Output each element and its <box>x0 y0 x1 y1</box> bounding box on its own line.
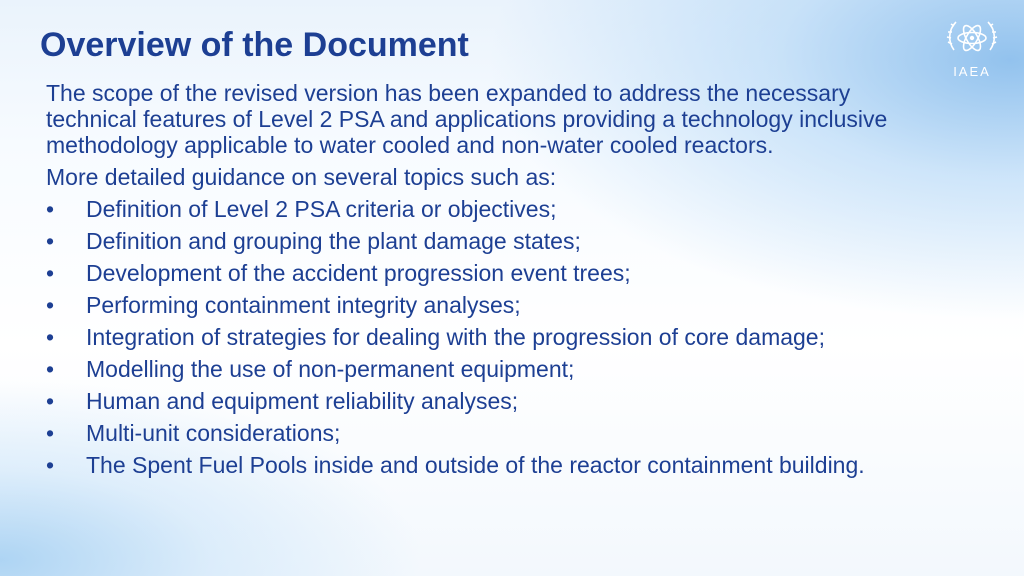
iaea-atom-logo-icon <box>940 14 1004 64</box>
logo-text: IAEA <box>953 64 991 79</box>
bullet-icon: • <box>46 388 55 414</box>
slide-body <box>46 80 896 484</box>
list-item-text: Development of the accident progression event trees; <box>86 260 631 286</box>
scope-paragraph: The scope of the revised version has been expanded to address the necessary technical features of Level 2 PSA and applications providing a technology inclusive methodology applicable to water cooled and non-water cooled reactors. <box>46 80 888 158</box>
list-item-text: Multi-unit considerations; <box>86 420 341 446</box>
iaea-logo <box>940 14 1004 80</box>
list-item-text: Definition and grouping the plant damage states; <box>86 228 581 254</box>
slide-title: Overview of the Document <box>40 26 469 64</box>
list-item <box>46 260 896 286</box>
list-item <box>46 452 896 478</box>
list-item-text: Integration of strategies for dealing with the progression of core damage; <box>86 324 825 350</box>
bullet-icon: • <box>46 260 55 286</box>
bullet-icon: • <box>46 228 55 254</box>
list-item <box>46 420 896 446</box>
bullet-icon: • <box>46 292 55 318</box>
list-item <box>46 356 896 382</box>
list-item-text: Definition of Level 2 PSA criteria or objectives; <box>86 196 557 222</box>
list-item-text: Human and equipment reliability analyses; <box>86 388 519 414</box>
guidance-intro: More detailed guidance on several topics such as: <box>46 164 557 190</box>
list-item-text: The Spent Fuel Pools inside and outside of the reactor containment building. <box>86 452 865 478</box>
list-item <box>46 292 896 318</box>
topics-list <box>46 196 896 478</box>
list-item-text: Modelling the use of non-permanent equipment; <box>86 356 575 382</box>
bullet-icon: • <box>46 196 55 222</box>
bullet-icon: • <box>46 420 55 446</box>
list-item <box>46 324 896 350</box>
bullet-icon: • <box>46 324 55 350</box>
list-item-text: Performing containment integrity analyses; <box>86 292 521 318</box>
list-item <box>46 196 896 222</box>
bullet-icon: • <box>46 452 55 478</box>
list-item <box>46 388 896 414</box>
bullet-icon: • <box>46 356 55 382</box>
list-item <box>46 228 896 254</box>
